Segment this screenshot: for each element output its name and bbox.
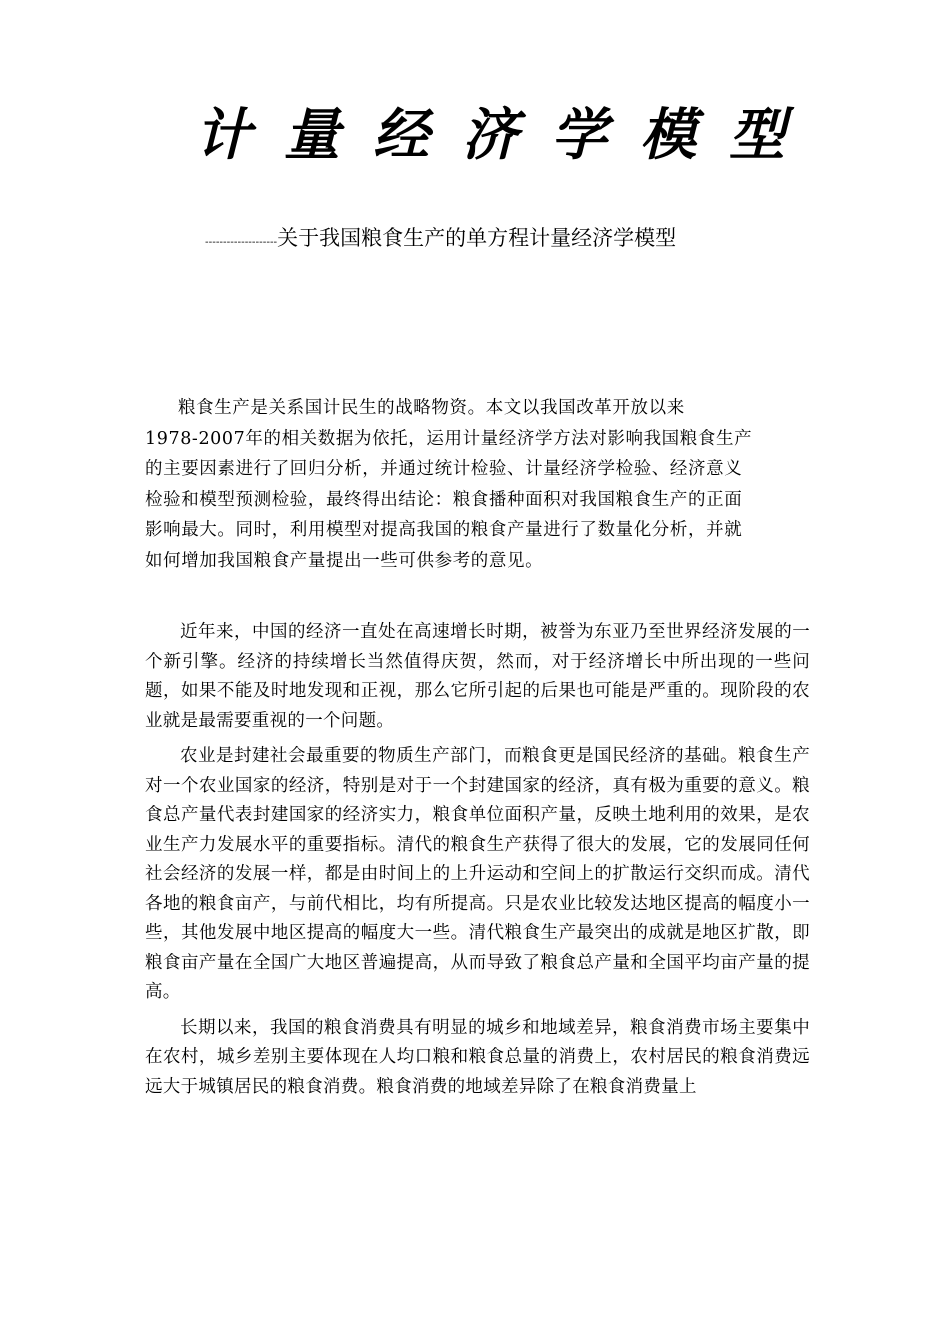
subtitle-text: 关于我国粮食生产的单方程计量经济学模型: [277, 226, 677, 250]
abstract-line: 1978-2007年的相关数据为依托，运用计量经济学方法对影响我国粮食生产: [145, 428, 753, 449]
abstract: [145, 393, 810, 576]
abstract-line: 如何增加我国粮食产量提出一些可供参考的意见。: [145, 550, 544, 571]
title-char: 型: [729, 102, 785, 168]
abstract-line: 的主要因素进行了回归分析，并通过统计检验、计量经济学检验、经济意义: [145, 459, 743, 479]
body-text: [145, 618, 810, 1102]
paragraph: 农业是封建社会最重要的物质生产部门，而粮食更是国民经济的基础。粮食生产对一个农业国家的经济，特别是对于一个封建国家的经济，真有极为重要的意义。粮食总产量代表封建国家的经济实力，粮食单位面积产量，反映土地利用的效果，是农业生产力发展水平的重要指标。清代的粮食生产获得了很大的发展，它的发展同任何社会经济的发展一样，都是由时间上的上升运动和空间上的扩散运行交织而成。清代各地的粮食亩产，与前代相比，均有所提高。只是农业比较发达地区提高的幅度小一些，其他发展中地区提高的幅度大一些。清代粮食生产最突出的成就是地区扩散，即粮食亩产量在全国广大地区普遍提高，从而导致了粮食总产量和全国平均亩产量的提高。: [145, 746, 810, 1002]
title-char: 计: [195, 102, 251, 168]
title-char: 量: [284, 102, 340, 168]
paragraph: 长期以来，我国的粮食消费具有明显的城乡和地域差异，粮食消费市场主要集中在农村，城乡差别主要体现在人均口粮和粮食总量的消费上，农村居民的粮食消费远远大于城镇居民的粮食消费。粮食消费的地域差异除了在粮食消费量上: [145, 1017, 810, 1097]
subtitle-dashes: --------------------: [205, 237, 278, 248]
title-char: 经: [373, 102, 429, 168]
title-char: 济: [462, 102, 518, 168]
abstract-line: 影响最大。同时，利用模型对提高我国的粮食产量进行了数量化分析，并就: [145, 520, 743, 540]
abstract-line: 检验和模型预测检验，最终得出结论：粮食播种面积对我国粮食生产的正面: [145, 489, 743, 510]
title-char: 模: [640, 102, 696, 168]
abstract-line: 粮食生产是关系国计民生的战略物资。本文以我国改革开放以来: [178, 398, 685, 418]
document-title: [195, 100, 785, 170]
document-subtitle: [205, 222, 676, 252]
title-char: 学: [551, 102, 607, 168]
paragraph: 近年来，中国的经济一直处在高速增长时期，被誉为东亚乃至世界经济发展的一个新引擎。经济的持续增长当然值得庆贺，然而，对于经济增长中所出现的一些问题，如果不能及时地发现和正视，那么它所引起的后果也可能是严重的。现阶段的农业就是最需要重视的一个问题。: [145, 622, 810, 731]
